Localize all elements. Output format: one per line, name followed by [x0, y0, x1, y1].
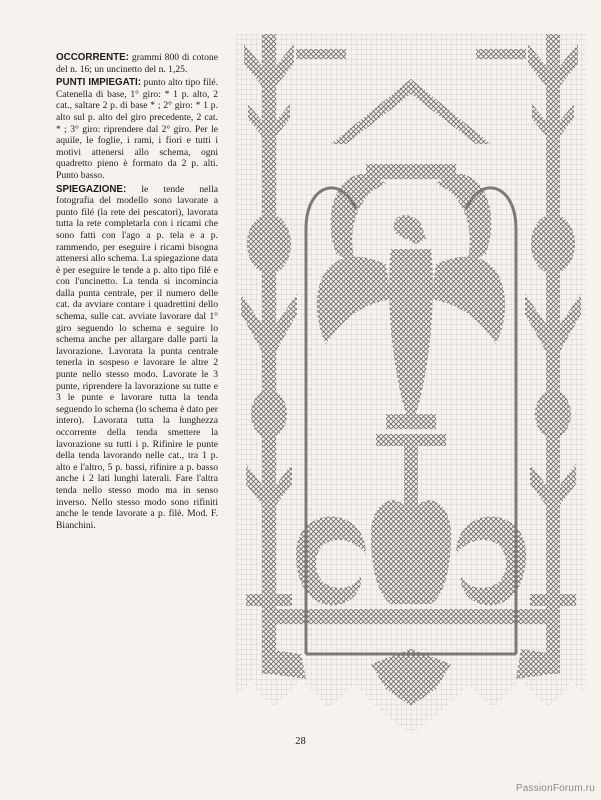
spiegazione-text: le tende nella fotografia del modello sono lavorate a punto filé (la rete dei pescatori), lavorata tutta la rete completarla con i ricami che sono fatti con l'ago a p. tela e a p. rammendo, per eseguire i ricami bisogna attenersi allo schema. La spiegazione data è per eseguire le tende a p. alto tipo filé e con l'uncinetto. La tenda si incomincia dalla punta centrale, per il numero delle cat. da avviare contare i quadrettini dello schema, sulle cat. avviate lavorare dal 1° giro seguendo lo schema e seguire lo schema anche per allargare dalle parti la lavorazione. Lavorata la punta centrale tenerla in sospeso e lavorare le altre 2 punte nello stesso modo. Lavorate le 3 punte, riprendere la lavorazione su tutte e 3 le punte e lavorare tutta la tenda seguendo lo schema (lo schema è dato per intero). Lavorata tutta la lunghezza occorrente della tenda smettere la lavorazione su tutti i p. Rifinire le punte della tenda lavorando nelle cat., tra 1 p. alto e l'altro, 5 p. bassi, rifinire a p. basso anche i 2 lati lunghi laterali. Fare l'altra tenda nello stesso modo ma in senso inverso. Nello stesso modo sono rifiniti anche le tende lavorate a p. filè. Mod. F. Bianchini.: [56, 183, 218, 531]
spiegazione-label: SPIEGAZIONE:: [56, 183, 127, 195]
spiegazione-paragraph: [56, 184, 218, 532]
occorrente-paragraph: [56, 52, 218, 75]
punti-paragraph: [56, 77, 218, 181]
page-number: 28: [295, 736, 306, 747]
occorrente-label: OCCORRENTE:: [56, 52, 129, 63]
instructions-column: [56, 52, 218, 533]
punti-label: PUNTI IMPIEGATI:: [56, 77, 141, 89]
filet-crochet-chart: [236, 34, 586, 734]
punti-text: punto alto tipo filé. Catenella di base, 1° giro: * 1 p. alto, 2 cat., saltare 2 p. di base * ; 2° giro: * 1 p. alto sul p. alto del giro precedente, 2 cat. * ; 3° giro: riprendere dal 2° giro. Per le aquile, le foglie, i rami, i fiori e tutti i motivi attenersi allo schema, ogni quadretto pieno è formato da 2 p. alti. Punto basso.: [56, 77, 219, 181]
watermark: PassionForum.ru: [515, 783, 595, 794]
lower-frieze: [276, 609, 546, 624]
occorrente-text: grammi 800 di cotone del n. 16; un uncinetto del n. 1,25.: [56, 52, 218, 75]
